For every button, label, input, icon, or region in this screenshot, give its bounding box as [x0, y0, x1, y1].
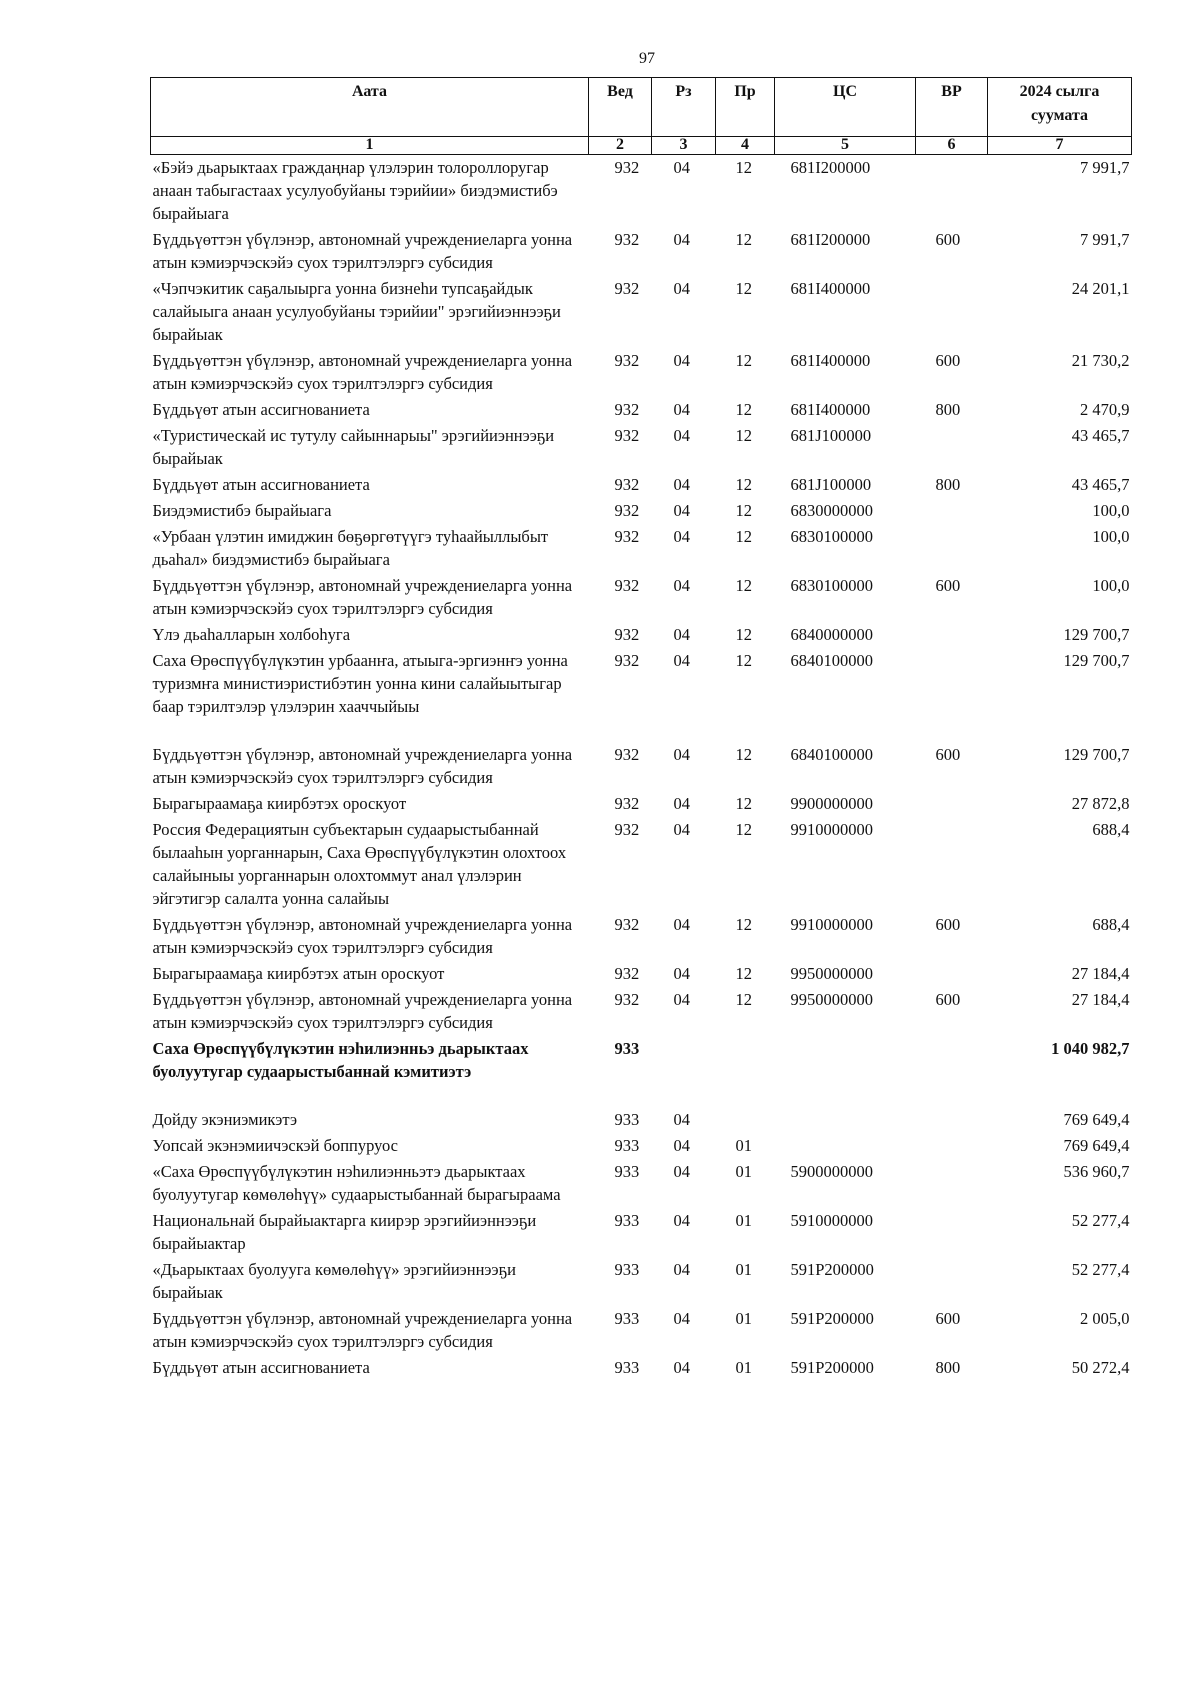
- row-name: Уопсай экэнэмиичэскэй боппуруос: [152, 1136, 398, 1155]
- row-vr: [916, 817, 988, 912]
- row-rz: 04: [673, 1162, 690, 1181]
- row-cs: 591P200000: [790, 1358, 874, 1377]
- row-rz: 04: [673, 651, 690, 670]
- row-vr: [916, 1036, 988, 1107]
- table-row: [151, 397, 1132, 423]
- row-vr: [916, 648, 988, 742]
- row-rz: 04: [673, 501, 690, 520]
- row-cs: 681I400000: [790, 279, 871, 298]
- row-ved: 932: [614, 915, 640, 934]
- header-number: 1: [151, 137, 589, 155]
- row-vr: [916, 1133, 988, 1159]
- header-number: 6: [916, 137, 988, 155]
- row-rz: 04: [673, 527, 690, 546]
- row-amount: 100,0: [1092, 576, 1130, 595]
- row-rz: 04: [673, 1358, 690, 1377]
- table-row: [151, 791, 1132, 817]
- table-row: [151, 472, 1132, 498]
- table-row: [151, 348, 1132, 397]
- table-row: [151, 622, 1132, 648]
- row-ved: 933: [614, 1110, 640, 1129]
- row-pr: 12: [735, 915, 752, 934]
- table-row: [151, 1107, 1132, 1133]
- row-cs: 5910000000: [790, 1211, 873, 1230]
- row-rz: 04: [673, 964, 690, 983]
- row-cs: 681I200000: [790, 230, 871, 249]
- row-rz: 04: [673, 426, 690, 445]
- table-row: [151, 1257, 1132, 1306]
- row-name: «Чэпчэкитик саҕалыырга уонна бизнеһи тупсаҕайдык салайыыга анаан усулуобуйаны тэрийии" эрэгийиэннээҕи бырайыак: [152, 279, 561, 344]
- header-name: Аата: [151, 78, 589, 137]
- row-name: Бүддьүөттэн үбүлэнэр, автономнай учреждениеларга уонна атын кэмиэрчэскэйэ суох тэрилтэлэргэ субсидия: [152, 990, 573, 1032]
- row-vr: 800: [935, 400, 961, 419]
- row-pr: [716, 1107, 775, 1133]
- row-vr: 600: [935, 915, 961, 934]
- row-amount: 769 649,4: [1063, 1110, 1130, 1129]
- row-amount: 43 465,7: [1071, 475, 1130, 494]
- header-vr: ВР: [916, 78, 988, 137]
- row-name: Биэдэмистибэ бырайыага: [152, 501, 332, 520]
- row-ved: 932: [614, 745, 640, 764]
- row-cs: [775, 1133, 916, 1159]
- row-amount: 24 201,1: [1071, 279, 1130, 298]
- row-vr: [916, 524, 988, 573]
- header-number: 7: [988, 137, 1132, 155]
- table-row: [151, 498, 1132, 524]
- row-amount: 43 465,7: [1071, 426, 1130, 445]
- row-pr: 12: [735, 576, 752, 595]
- row-ved: 933: [614, 1136, 640, 1155]
- row-name: Саха Өрөспүүбүлүкэтин урбаанҥа, атыыга-эргиэнҥэ уонна туризмҥа министиэристибэтин уонна кини салайыытыгар баар тэрилтэлэр үлэлэрин хааччыйыы: [152, 651, 568, 716]
- row-name: Бүддьүөт атын ассигнованиета: [152, 475, 370, 494]
- table-row: [151, 961, 1132, 987]
- table-row: [151, 573, 1132, 622]
- row-cs: 681J100000: [790, 475, 872, 494]
- row-name: «Саха Өрөспүүбүлүкэтин нэһилиэнньэтэ дьарыктаах буолуутугар көмөлөһүү» судаарыстыбаннай бырагыраама: [152, 1162, 561, 1204]
- row-ved: 933: [614, 1309, 640, 1328]
- row-ved: 932: [614, 501, 640, 520]
- row-rz: 04: [673, 279, 690, 298]
- budget-table: [150, 77, 1132, 1381]
- table-header: [151, 78, 1132, 155]
- row-vr: [916, 155, 988, 228]
- row-ved: 932: [614, 351, 640, 370]
- row-pr: 01: [735, 1260, 752, 1279]
- row-vr: 600: [935, 990, 961, 1009]
- row-pr: 12: [735, 651, 752, 670]
- row-pr: 12: [735, 475, 752, 494]
- row-name: Бүддьүөт атын ассигнованиета: [152, 1358, 370, 1377]
- row-pr: 12: [735, 351, 752, 370]
- row-cs: 9910000000: [790, 915, 873, 934]
- table-row: [151, 648, 1132, 742]
- row-rz: 04: [673, 475, 690, 494]
- table-row: [151, 1159, 1132, 1208]
- row-rz: 04: [673, 158, 690, 177]
- row-amount: 536 960,7: [1063, 1162, 1130, 1181]
- row-rz: 04: [673, 576, 690, 595]
- row-ved: 933: [614, 1358, 640, 1377]
- row-name: Дойду экэниэмикэтэ: [152, 1110, 298, 1129]
- row-rz: [652, 1036, 716, 1107]
- table-body: [151, 155, 1132, 1382]
- row-ved: 932: [614, 279, 640, 298]
- row-cs: 9910000000: [790, 820, 873, 839]
- row-amount: 7 991,7: [1080, 230, 1130, 249]
- row-cs: 6830100000: [790, 576, 873, 595]
- row-amount: 52 277,4: [1071, 1260, 1130, 1279]
- row-cs: 6830000000: [790, 501, 873, 520]
- row-amount: 27 184,4: [1071, 964, 1130, 983]
- header-rz: Рз: [652, 78, 716, 137]
- row-pr: 12: [735, 990, 752, 1009]
- row-cs: 9950000000: [790, 964, 873, 983]
- row-ved: 932: [614, 527, 640, 546]
- table-row: [151, 1355, 1132, 1381]
- row-pr: 12: [735, 794, 752, 813]
- table-row: [151, 742, 1132, 791]
- row-name: «Урбаан үлэтин имиджин бөҕөргөтүүгэ туһаайыллыбыт дьаһал» биэдэмистибэ бырайыага: [152, 527, 549, 569]
- row-ved: 932: [614, 964, 640, 983]
- row-vr: [916, 791, 988, 817]
- row-pr: 12: [735, 426, 752, 445]
- row-rz: 04: [673, 794, 690, 813]
- row-ved: 933: [614, 1162, 640, 1181]
- row-ved: 932: [614, 230, 640, 249]
- row-vr: [916, 423, 988, 472]
- row-name: Бүддьүөттэн үбүлэнэр, автономнай учреждениеларга уонна атын кэмиэрчэскэйэ суох тэрилтэлэргэ субсидия: [152, 1309, 573, 1351]
- row-name: Бүддьүөттэн үбүлэнэр, автономнай учреждениеларга уонна атын кэмиэрчэскэйэ суох тэрилтэлэргэ субсидия: [152, 576, 573, 618]
- table-row: [151, 227, 1132, 276]
- row-vr: 600: [935, 1309, 961, 1328]
- row-pr: 12: [735, 501, 752, 520]
- row-cs: 9950000000: [790, 990, 873, 1009]
- table-row: [151, 423, 1132, 472]
- row-pr: 12: [735, 158, 752, 177]
- row-amount: 129 700,7: [1063, 651, 1130, 670]
- table-row: [151, 155, 1132, 228]
- row-amount: 129 700,7: [1063, 625, 1130, 644]
- row-vr: 800: [935, 1358, 961, 1377]
- row-vr: [916, 1159, 988, 1208]
- row-rz: 04: [673, 400, 690, 419]
- row-rz: 04: [673, 915, 690, 934]
- row-cs: 9900000000: [790, 794, 873, 813]
- row-amount: 50 272,4: [1071, 1358, 1130, 1377]
- row-cs: 591P200000: [790, 1260, 874, 1279]
- row-name: «Дьарыктаах буолууга көмөлөһүү» эрэгийиэннээҕи бырайыак: [152, 1260, 516, 1302]
- row-rz: 04: [673, 990, 690, 1009]
- row-rz: 04: [673, 1136, 690, 1155]
- row-cs: 6840000000: [790, 625, 873, 644]
- row-name: Национальнай бырайыактарга киирэр эрэгийиэннээҕи бырайыактар: [152, 1211, 537, 1253]
- row-amount: 769 649,4: [1063, 1136, 1130, 1155]
- row-pr: 12: [735, 279, 752, 298]
- row-vr: 600: [935, 745, 961, 764]
- row-rz: 04: [673, 230, 690, 249]
- row-cs: 5900000000: [790, 1162, 873, 1181]
- row-ved: 932: [614, 820, 640, 839]
- row-amount: 7 991,7: [1080, 158, 1130, 177]
- row-amount: 1 040 982,7: [1051, 1039, 1130, 1058]
- row-pr: 12: [735, 400, 752, 419]
- row-amount: 2 005,0: [1080, 1309, 1130, 1328]
- row-rz: 04: [673, 745, 690, 764]
- header-pr: Пр: [716, 78, 775, 137]
- row-vr: [916, 622, 988, 648]
- page-number: 97: [639, 50, 655, 67]
- row-pr: 12: [735, 527, 752, 546]
- header-number: 3: [652, 137, 716, 155]
- row-amount: 688,4: [1092, 820, 1130, 839]
- budget-table-container: [150, 77, 1131, 1381]
- row-cs: [775, 1107, 916, 1133]
- row-cs: 6830100000: [790, 527, 873, 546]
- row-amount: 100,0: [1092, 501, 1130, 520]
- row-vr: [916, 498, 988, 524]
- row-vr: [916, 1257, 988, 1306]
- row-cs: 6840100000: [790, 745, 873, 764]
- row-name: Бүддьүөттэн үбүлэнэр, автономнай учреждениеларга уонна атын кэмиэрчэскэйэ суох тэрилтэлэргэ субсидия: [152, 745, 573, 787]
- header-number: 2: [589, 137, 652, 155]
- table-row: [151, 1208, 1132, 1257]
- row-pr: 12: [735, 625, 752, 644]
- row-vr: 600: [935, 576, 961, 595]
- row-pr: 12: [735, 820, 752, 839]
- row-rz: 04: [673, 625, 690, 644]
- row-ved: 932: [614, 400, 640, 419]
- row-name: Саха Өрөспүүбүлүкэтин нэһилиэнньэ дьарыктаах буолуутугар судаарыстыбаннай кэмитиэтэ: [152, 1039, 529, 1081]
- row-rz: 04: [673, 1309, 690, 1328]
- row-ved: 932: [614, 475, 640, 494]
- row-name: Үлэ дьаһалларын холбоһуга: [152, 625, 351, 644]
- row-name: Россия Федерациятын субъектарын судаарыстыбаннай былааһын уорганнарын, Саха Өрөспүүбүлүкэтин олохтоох салайыныы уорганнарын олохтоммут анал үлэлэрин эйгэтигэр салалта уонна салайыы: [152, 820, 567, 908]
- table-row: [151, 1133, 1132, 1159]
- row-vr: [916, 276, 988, 348]
- header-amount: 2024 сылга суумата: [988, 78, 1132, 137]
- table-row: [151, 276, 1132, 348]
- row-ved: 932: [614, 651, 640, 670]
- row-vr: 600: [935, 230, 961, 249]
- row-pr: 01: [735, 1309, 752, 1328]
- header-number: 4: [716, 137, 775, 155]
- row-ved: 932: [614, 794, 640, 813]
- row-name: «Туристическай ис тутулу сайыннарыы" эрэгийиэннээҕи бырайыак: [152, 426, 555, 468]
- table-row: [151, 817, 1132, 912]
- row-pr: 01: [735, 1162, 752, 1181]
- row-name: «Бэйэ дьарыктаах граждаңнар үлэлэрин толороллоругар анаан табыгастаах усулуобуйаны тэрийии» биэдэмистибэ бырайыага: [152, 158, 558, 223]
- row-rz: 04: [673, 1110, 690, 1129]
- row-name: Бүддьүөттэн үбүлэнэр, автономнай учреждениеларга уонна атын кэмиэрчэскэйэ суох тэрилтэлэргэ субсидия: [152, 230, 573, 272]
- row-pr: 12: [735, 964, 752, 983]
- row-vr: [916, 961, 988, 987]
- table-row: [151, 1036, 1132, 1107]
- row-name: Бүддьүөттэн үбүлэнэр, автономнай учреждениеларга уонна атын кэмиэрчэскэйэ суох тэрилтэлэргэ субсидия: [152, 915, 573, 957]
- table-row: [151, 987, 1132, 1036]
- row-amount: 27 184,4: [1071, 990, 1130, 1009]
- table-row: [151, 912, 1132, 961]
- row-ved: 933: [614, 1260, 640, 1279]
- row-pr: 12: [735, 745, 752, 764]
- table-row: [151, 1306, 1132, 1355]
- row-amount: 2 470,9: [1080, 400, 1130, 419]
- row-name: Бырагыраамаҕа киирбэтэх ороскуот: [152, 794, 407, 813]
- row-ved: 932: [614, 625, 640, 644]
- row-ved: 933: [614, 1039, 640, 1058]
- row-name: Бүддьүөт атын ассигнованиета: [152, 400, 370, 419]
- header-number: 5: [775, 137, 916, 155]
- row-pr: [716, 1036, 775, 1107]
- row-ved: 932: [614, 426, 640, 445]
- row-vr: 800: [935, 475, 961, 494]
- row-cs: 681I200000: [790, 158, 871, 177]
- row-amount: 27 872,8: [1071, 794, 1130, 813]
- row-ved: 932: [614, 158, 640, 177]
- row-ved: 933: [614, 1211, 640, 1230]
- row-ved: 932: [614, 576, 640, 595]
- row-vr: 600: [935, 351, 961, 370]
- row-cs: 681I400000: [790, 400, 871, 419]
- header-cs: ЦС: [775, 78, 916, 137]
- row-amount: 21 730,2: [1071, 351, 1130, 370]
- row-vr: [916, 1208, 988, 1257]
- row-amount: 100,0: [1092, 527, 1130, 546]
- row-amount: 52 277,4: [1071, 1211, 1130, 1230]
- row-cs: 6840100000: [790, 651, 873, 670]
- row-cs: 681I400000: [790, 351, 871, 370]
- row-cs: [775, 1036, 916, 1107]
- row-pr: 12: [735, 230, 752, 249]
- row-ved: 932: [614, 990, 640, 1009]
- row-amount: 129 700,7: [1063, 745, 1130, 764]
- row-name: Бырагыраамаҕа киирбэтэх атын ороскуот: [152, 964, 445, 983]
- row-amount: 688,4: [1092, 915, 1130, 934]
- row-rz: 04: [673, 1260, 690, 1279]
- row-rz: 04: [673, 820, 690, 839]
- header-ved: Вед: [589, 78, 652, 137]
- table-row: [151, 524, 1132, 573]
- row-vr: [916, 1107, 988, 1133]
- row-cs: 591P200000: [790, 1309, 874, 1328]
- row-rz: 04: [673, 351, 690, 370]
- row-name: Бүддьүөттэн үбүлэнэр, автономнай учреждениеларга уонна атын кэмиэрчэскэйэ суох тэрилтэлэргэ субсидия: [152, 351, 573, 393]
- row-pr: 01: [735, 1358, 752, 1377]
- row-pr: 01: [735, 1211, 752, 1230]
- row-pr: 01: [735, 1136, 752, 1155]
- row-cs: 681J100000: [790, 426, 872, 445]
- row-rz: 04: [673, 1211, 690, 1230]
